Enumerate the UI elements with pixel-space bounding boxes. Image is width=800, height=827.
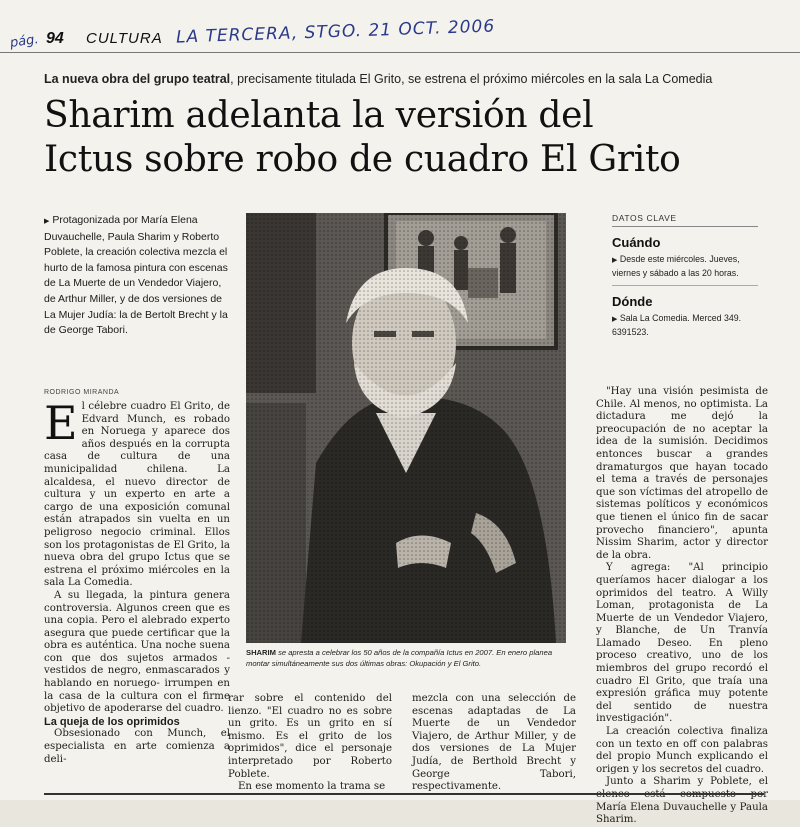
- cuando-value: Desde este miércoles. Jueves, viernes y sábado a las 20 horas.: [612, 254, 740, 278]
- triangle-bullet-icon: ▶: [44, 218, 50, 225]
- paragraph: "Hay una visión pesimista de Chile. Al menos, no optimista. La dictadura me dejó la preocupación de no aceptar la idea de la sumisión. Decidimos entonces buscar a grandes dramaturgos que hayan tocado el tema a través de personajes que son víctimas del atropello de sistemas políticos y económicos que tienen el único fin de sacar provecho financiero", apunta Nissim Sharim, actor y director de la obra.: [596, 386, 768, 561]
- datos-divider: [612, 285, 758, 286]
- caption-text: se apresta a celebrar los 50 años de la compañía Ictus en 2007. En enero planea montar simultáneamente sus dos últimas obras: Okupación y El Grito.: [246, 648, 553, 668]
- handwritten-source-note: LA TERCERA, STGO. 21 OCT. 2006: [175, 16, 496, 48]
- paragraph: [44, 396, 230, 590]
- article-column-2: [228, 693, 392, 794]
- paragraph: mezcla con una selección de escenas adaptadas de La Muerte de un Vendedor Viajero, de Arthur Miller, y de dos versiones de La Mujer Judía, de Berthold Brecht y George Tabori, respectivamente.: [412, 693, 576, 793]
- section-name: CULTURA: [86, 30, 163, 47]
- subheading: La queja de los oprimidos: [44, 715, 180, 728]
- kicker-bold: La nueva obra del grupo teatral: [44, 72, 231, 86]
- paragraph: Junto a Sharim y Poblete, el elenco está compuesto por María Elena Duvauchelle y Paula Sharim.: [596, 776, 768, 826]
- photo-caption: [246, 647, 564, 669]
- paragraph: A su llegada, la pintura genera controversia. Algunos creen que es una copia. Pero el alebrado experto asegura que puede certificar que la obra es auténtica. Una noche suena con que dos sujetos armados -vestidos de negro, enmascarados y hablando en noruego- irrumpen en la casa de la cultura con el firme objetivo de apoderarse del cuadro.: [44, 589, 230, 715]
- donde-text: [612, 312, 758, 338]
- article-column-4: [596, 386, 768, 827]
- byline: RODRIGO MIRANDA: [44, 389, 120, 396]
- cuando-heading: Cuándo: [612, 235, 661, 250]
- headline-line-2: Ictus sobre robo de cuadro El Grito: [44, 139, 681, 180]
- lead-text: Protagonizada por María Elena Duvauchelle, Paula Sharim y Roberto Poblete, la creación colectiva mezcla el hurto de la famosa pintura con escenas de La Muerte de un Vendedor Viajero, de Arthur Miller, y de dos versiones de La Mujer Judía: la de Bertolt Brecht y la de George Tabori.: [44, 214, 228, 337]
- paragraph: rar sobre el contenido del lienzo. "El cuadro no es sobre un grito. Es un grito en sí mismo. Es el grito de los oprimidos", dice el personaje interpretado por Roberto Poblete.: [228, 693, 392, 780]
- donde-heading: Dónde: [612, 294, 653, 309]
- article-column-3: [412, 693, 576, 794]
- bottom-divider: [44, 793, 764, 795]
- lead-paragraph: [44, 213, 230, 339]
- page-number: 94: [46, 30, 64, 47]
- kicker-rest: , precisamente titulada El Grito, se estrena el próximo miércoles en la sala La Comedia: [230, 72, 713, 86]
- paragraph: Y agrega: "Al principio queríamos hacer dialogar a los oprimidos del teatro. A Willy Loman, protagonista de La Muerte de un Vendedor Viajero, y Blanche, de Un Tranvía Llamado Deseo. En pleno proceso creativo, uno de los miembros del grupo recordó el cuadro El Grito, que traía una expresión gráfica muy potente del sentido de nuestra investigación".: [596, 562, 768, 725]
- kicker: [44, 72, 784, 86]
- top-divider: [0, 52, 800, 53]
- donde-value: Sala La Comedia. Merced 349. 6391523.: [612, 313, 742, 337]
- paragraph: Obsesionado con Munch, el especialista en arte comienza a deli-: [44, 728, 230, 765]
- headline-line-1: Sharim adelanta la versión del: [44, 95, 594, 136]
- paragraph: La creación colectiva finaliza con un texto en off con palabras del propio Munch explicando el origen y los secretos del cuadro.: [596, 726, 768, 775]
- triangle-bullet-icon: ▶: [612, 257, 618, 264]
- datos-clave-title: DATOS CLAVE: [612, 213, 758, 227]
- datos-clave-box: [612, 213, 758, 338]
- caption-name: SHARIM: [246, 648, 276, 657]
- portrait-photo-illustration: [246, 213, 566, 643]
- cuando-text: [612, 253, 758, 279]
- paragraph: En ese momento la trama se: [238, 781, 386, 793]
- photo-nissim-sharim: [246, 213, 566, 643]
- triangle-bullet-icon: ▶: [612, 316, 618, 323]
- article-column-1: [44, 396, 230, 766]
- headline: [44, 94, 784, 182]
- drop-cap: E: [44, 396, 78, 450]
- handwritten-page-label: pág.: [9, 32, 40, 51]
- paragraph-text: l célebre cuadro El Grito, de Edvard Munch, es robado en Noruega y aparece dos años después en la corrupta casa de cultura de una municipalidad chilena. La alcaldesa, el nuevo director de cultura y un experto en arte a cargo de una exposición comunal están atrapados sin vuelta en un peligroso negocio criminal. Ellos son los protagonistas de El Grito, la nueva obra del grupo Ictus que se estrena el próximo miércoles en la sala La Comedia.: [44, 401, 230, 589]
